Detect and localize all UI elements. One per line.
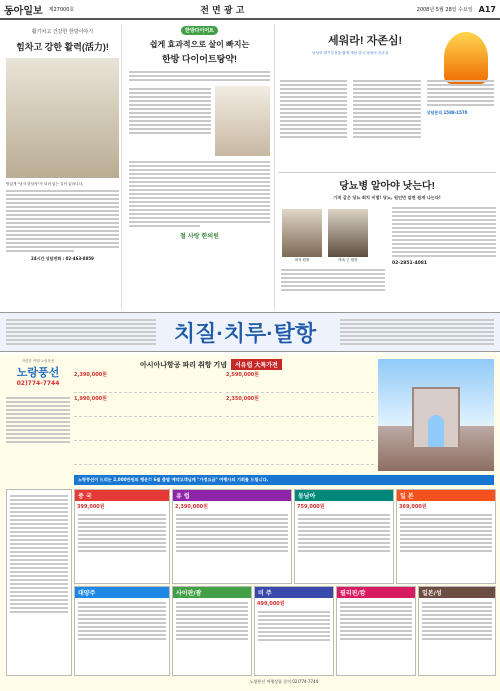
- ad-men-health: [278, 24, 496, 169]
- region-america-price: 499,000원: [257, 601, 285, 607]
- tour-item[interactable]: [74, 371, 222, 393]
- ad-hemorrhoid-band: [0, 312, 500, 352]
- travel-phone: 02)774-7744: [16, 380, 60, 387]
- diet-body-top: [125, 65, 274, 81]
- men-health-subtitle: 남성의 발기부전을 쉽게 개선 한국 남성의 자존심: [312, 51, 389, 55]
- region-europe-label: 유 럽: [173, 490, 291, 501]
- tour-price: 2,590,000원: [226, 372, 259, 378]
- tour-item[interactable]: [226, 443, 374, 465]
- ad-diabetes: [278, 172, 496, 309]
- men-health-phone: 상담문의 1588-1570: [426, 110, 468, 115]
- region-philippines-label: 필리핀/캄: [337, 587, 415, 598]
- diabetes-body-right: [392, 207, 496, 257]
- diet-body-col: [129, 86, 211, 156]
- region-saipan-guam[interactable]: [172, 586, 252, 676]
- travel-logo: 노랑풍선: [16, 367, 60, 379]
- region-sea-price: 759,000원: [297, 504, 325, 510]
- arc-de-triomphe-image: [378, 359, 494, 471]
- region-japan-label: 일 본: [397, 490, 495, 501]
- diet-badge: 한방다이어트: [181, 26, 218, 35]
- travel-headline: 아시아나항공 파리 취항 기념: [140, 361, 227, 369]
- doctor-photo: [215, 86, 270, 156]
- diet-photo-row: [125, 83, 274, 159]
- region-philippines[interactable]: [336, 586, 416, 676]
- tour-item[interactable]: [74, 419, 222, 441]
- travel-headline-row: [140, 359, 370, 370]
- ad-travel: [0, 355, 500, 691]
- region-sea-label: 동남아: [295, 490, 393, 501]
- page-header: [0, 0, 500, 20]
- ad-vitality: [4, 24, 122, 309]
- tour-item[interactable]: [74, 395, 222, 417]
- band-right-text: [340, 317, 494, 347]
- doctor-name-2: 박옥 근 원장: [338, 258, 358, 262]
- tour-item[interactable]: [226, 419, 374, 441]
- region-japan[interactable]: [396, 489, 496, 584]
- diet-title-line2: 한방 다이어트탕약!: [161, 54, 238, 64]
- section-title: 전 면 광 고: [200, 5, 245, 16]
- ad-vitality-body: [4, 190, 121, 252]
- doctor-photo-2: [328, 209, 368, 257]
- issue-number: 제27000호: [48, 6, 75, 13]
- travel-left-text: [6, 395, 70, 445]
- diet-title-line1: 쉽게 효과적으로 살이 빠지는: [149, 40, 250, 49]
- ad-diet: [125, 24, 275, 309]
- ad-vitality-tagline: 활기차고 건강한 한방이야기: [31, 29, 94, 35]
- newspaper-name: 동아일보: [4, 5, 43, 17]
- tour-list: [74, 371, 374, 471]
- region-europe[interactable]: [172, 489, 292, 584]
- ad-vitality-phone: 24시간 상담전화 : 02-463-8859: [31, 256, 94, 261]
- region-china-label: 중 국: [75, 490, 169, 501]
- region-sea[interactable]: [294, 489, 394, 584]
- men-health-body: [278, 72, 496, 140]
- page-number: A17: [478, 4, 496, 14]
- travel-special: 서유럽 大특가전: [231, 359, 282, 370]
- region-oceania-label: 대양주: [75, 587, 169, 598]
- diet-clinic-logo: 철 사랑 한의원: [180, 233, 219, 240]
- men-health-title: 세워라! 자존심!: [328, 35, 403, 47]
- band-left-text: [6, 317, 156, 347]
- region-oceania[interactable]: [74, 586, 170, 676]
- diabetes-title: 당뇨병 알아야 낫는다!: [339, 181, 435, 192]
- region-america-label: 미 주: [255, 587, 333, 598]
- region-saipan-guam-label: 사이판/괌: [173, 587, 251, 598]
- doctor-photo-1: [282, 209, 322, 257]
- ad-vitality-title: 힘차고 강한 활력(活力)!: [16, 42, 109, 52]
- tour-price: 2,390,000원: [74, 372, 107, 378]
- region-china[interactable]: [74, 489, 170, 584]
- diet-body-bottom: [125, 161, 274, 227]
- arch-shape: [412, 387, 460, 447]
- diabetes-subtitle: 기적 같은 당뇨 회치 비법! 당뇨, 원인만 알면 쉽게 나는다!: [333, 195, 441, 200]
- region-japan-2[interactable]: [418, 586, 496, 676]
- tour-item[interactable]: [74, 443, 222, 465]
- region-america[interactable]: [254, 586, 334, 676]
- diabetes-body-left: [278, 269, 388, 291]
- travel-logo-block: [6, 359, 70, 387]
- travel-promo-banner: 노랑풍선이 드리는 2,000만원의 행운!! 6월 출발 예약고객님께 "가정요금" 여행사의 기회를 드립니다.: [74, 475, 494, 485]
- tour-item[interactable]: [226, 395, 374, 417]
- issue-date: 2008년 5월 28일 수요일: [416, 6, 473, 13]
- diabetes-phone: 02-2851-4081: [392, 261, 428, 266]
- tour-price: 1,990,000원: [74, 396, 107, 402]
- doctor-name-1: 최석 원장: [294, 258, 310, 262]
- region-japan-price: 369,000원: [399, 504, 427, 510]
- region-europe-price: 2,390,000원: [175, 504, 208, 510]
- pharmacist-photo: [6, 58, 119, 178]
- travel-side-block: [6, 489, 72, 676]
- region-china-price: 399,000원: [77, 504, 105, 510]
- travel-logo-sub: 저렴한 여행 노랑풍선: [21, 359, 55, 363]
- tour-item[interactable]: [226, 371, 374, 393]
- region-japan-2-label: 일본/성: [419, 587, 495, 598]
- travel-footer: 노랑풍선 여행상품 문의 02)774-7744: [249, 679, 319, 684]
- tour-price: 2,350,000원: [226, 396, 259, 402]
- band-title: 치질·치루·탈항: [173, 321, 317, 346]
- ad-vitality-caption: 멋있게 "남자 한남자"가 되려 있는 길이 있습니다.: [6, 182, 84, 186]
